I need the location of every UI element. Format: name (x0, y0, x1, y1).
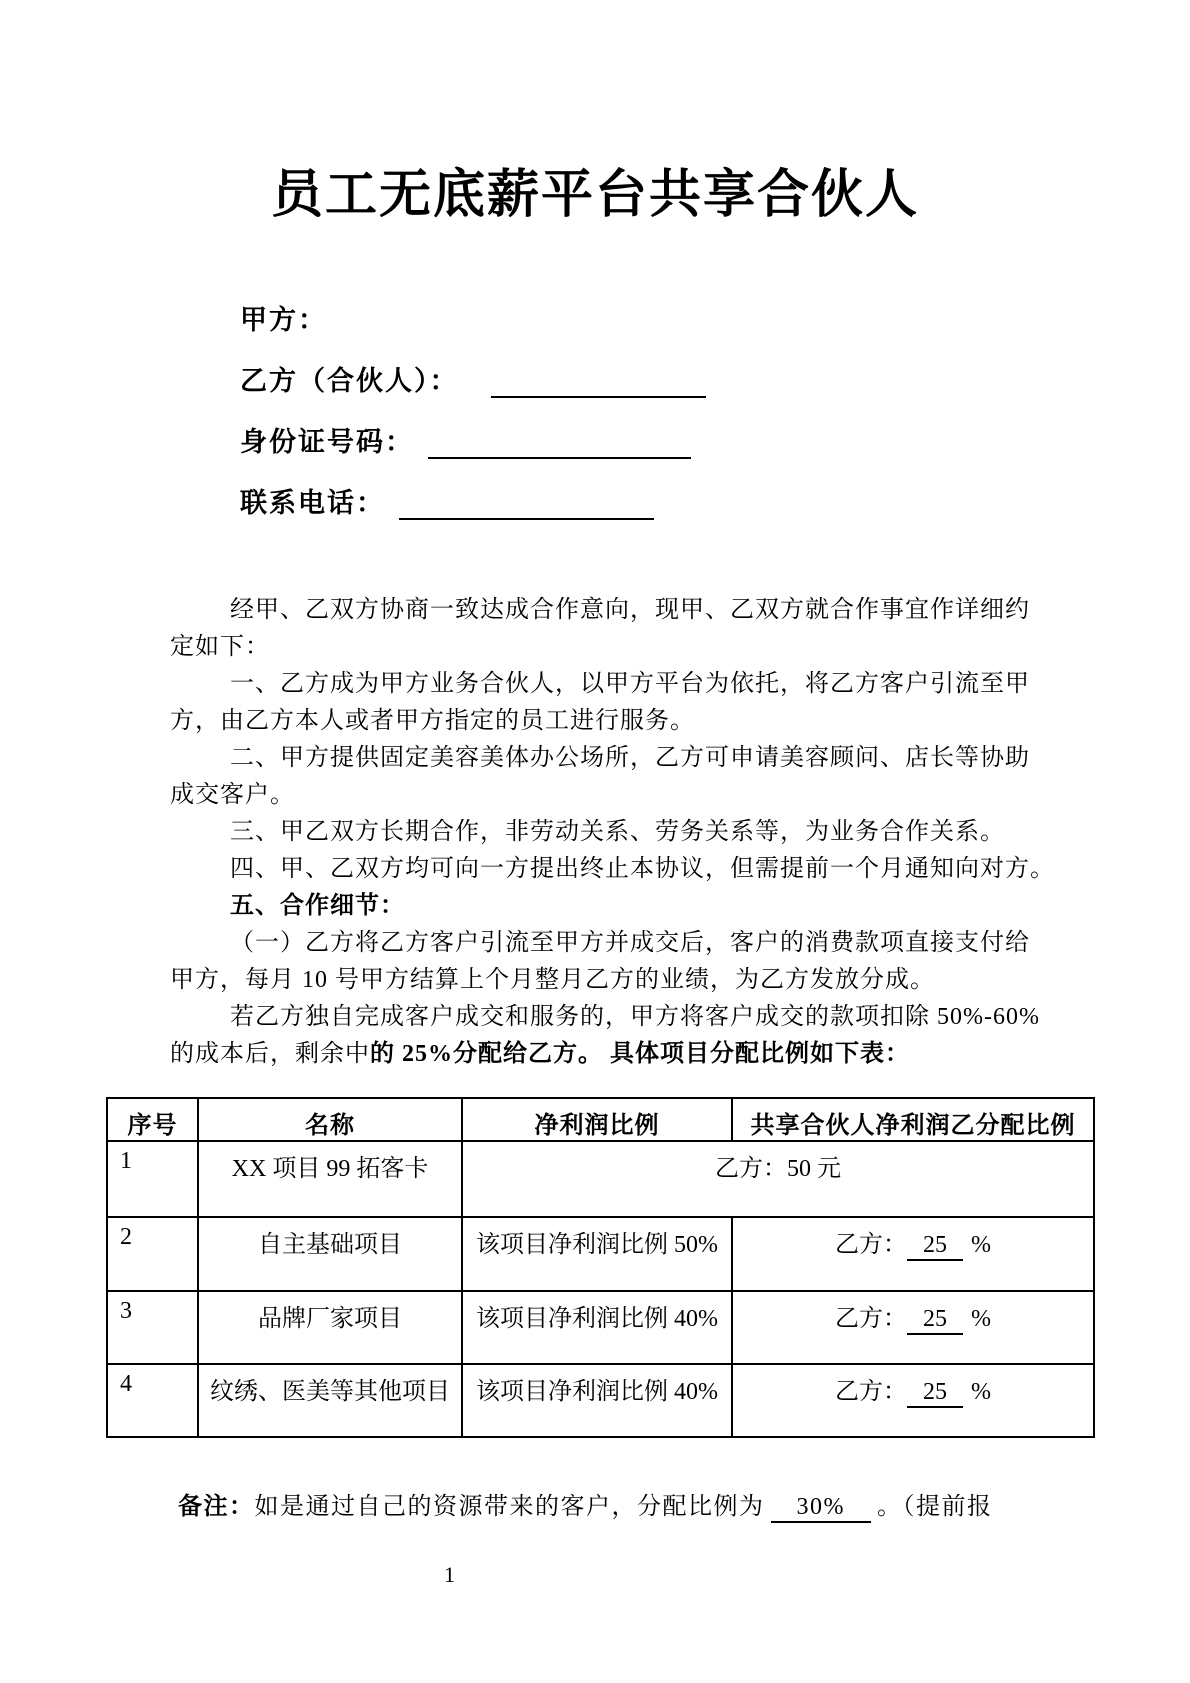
paragraph-line: （一）乙方将乙方客户引流至甲方并成交后，客户的消费款项直接支付给 (230, 930, 1030, 956)
table-row (107, 1217, 1094, 1291)
paragraph-line: 方，由乙方本人或者甲方指定的员工进行服务。 (170, 708, 695, 734)
share-label: 乙方： (835, 1379, 907, 1405)
page-number: 1 (444, 1562, 455, 1587)
contract-body (170, 592, 1060, 1073)
table-row (107, 1141, 1094, 1217)
id-number-label: 身份证号码： (240, 427, 414, 457)
party-a-row (240, 298, 706, 335)
share-unit: % (971, 1306, 991, 1332)
paragraph-line: 二、甲方提供固定美容美体办公场所，乙方可申请美容顾问、店长等协助 (230, 745, 1030, 771)
cell-no: 2 (107, 1217, 198, 1291)
header-cell-index: 序号 (107, 1098, 198, 1141)
cell-profit-ratio: 该项目净利润比例 40% (462, 1364, 732, 1437)
paragraph-line: 一、乙方成为甲方业务合伙人，以甲方平台为依托，将乙方客户引流至甲 (230, 671, 1030, 697)
id-number-row (240, 420, 706, 457)
phone-blank-field[interactable] (399, 490, 654, 520)
cell-profit-ratio: 该项目净利润比例 50% (462, 1217, 732, 1291)
share-value-blank: 25 (907, 1379, 963, 1408)
id-number-blank-field[interactable] (428, 429, 691, 459)
table-row (107, 1291, 1094, 1364)
cell-no: 4 (107, 1364, 198, 1437)
share-unit: % (971, 1379, 991, 1405)
cell-partner-share (732, 1364, 1094, 1437)
paragraph-line: 甲方，每月 10 号甲方结算上个月整月乙方的业绩，为乙方发放分成。 (170, 967, 935, 993)
party-b-blank-field[interactable] (491, 368, 706, 398)
cell-partner-share (732, 1291, 1094, 1364)
paragraph-line: 成交客户。 (170, 782, 295, 808)
paragraph-line: 三、甲乙双方长期合作，非劳动关系、劳务关系等，为业务合作关系。 (230, 819, 1005, 845)
party-a-label: 甲方： (240, 305, 327, 335)
paragraph-line: 经甲、乙双方协商一致达成合作意向，现甲、乙双方就合作事宜作详细约 (230, 597, 1030, 623)
remark-text: 如是通过自己的资源带来的客户，分配比例为 (254, 1494, 765, 1520)
remark-suffix: 。（提前报 (877, 1494, 993, 1520)
phone-label: 联系电话： (240, 488, 385, 518)
remark-value-blank: 30% (771, 1494, 872, 1523)
cell-name: 自主基础项目 (198, 1217, 462, 1291)
header-cell-profit-ratio: 净利润比例 (462, 1098, 732, 1141)
allocation-table (106, 1097, 1095, 1438)
phone-row (240, 481, 706, 518)
cell-no: 1 (107, 1141, 198, 1217)
table-row (107, 1364, 1094, 1437)
cell-no: 3 (107, 1291, 198, 1364)
party-info-block (240, 298, 706, 542)
remark-line (178, 1486, 1068, 1523)
party-b-row (240, 359, 706, 396)
share-label: 乙方： (835, 1232, 907, 1258)
document-title: 员工无底薪平台共享合伙人 (270, 167, 919, 224)
share-value-blank: 25 (907, 1232, 963, 1261)
cell-partner-share (732, 1217, 1094, 1291)
share-unit: % (971, 1232, 991, 1258)
paragraph-line: 四、甲、乙双方均可向一方提出终止本协议，但需提前一个月通知向对方。 (230, 856, 1055, 882)
paragraph-line: 定如下： (170, 634, 270, 660)
paragraph-line: 若乙方独自完成客户成交和服务的，甲方将客户成交的款项扣除 50%-60% (230, 1004, 1040, 1030)
party-b-label: 乙方（合伙人）： (240, 366, 459, 396)
cell-name: XX 项目 99 拓客卡 (198, 1141, 462, 1217)
header-cell-name: 名称 (198, 1098, 462, 1141)
cell-name: 纹绣、医美等其他项目 (198, 1364, 462, 1437)
paragraph-text-bold: 的 25%分配给乙方。 具体项目分配比例如下表： (370, 1041, 910, 1067)
cell-name: 品牌厂家项目 (198, 1291, 462, 1364)
remark-label: 备注： (178, 1494, 255, 1520)
cell-payout: 乙方：50 元 (462, 1141, 1094, 1217)
paragraph-line (170, 1036, 1060, 1073)
cell-profit-ratio: 该项目净利润比例 40% (462, 1291, 732, 1364)
share-value-blank: 25 (907, 1306, 963, 1335)
header-cell-partner-share: 共享合伙人净利润乙分配比例 (732, 1098, 1094, 1141)
paragraph-text-regular: 的成本后，剩余中 (170, 1041, 370, 1067)
section-heading-cooperation-details: 五、合作细节： (230, 893, 405, 919)
share-label: 乙方： (835, 1306, 907, 1332)
table-header-row (107, 1098, 1094, 1141)
